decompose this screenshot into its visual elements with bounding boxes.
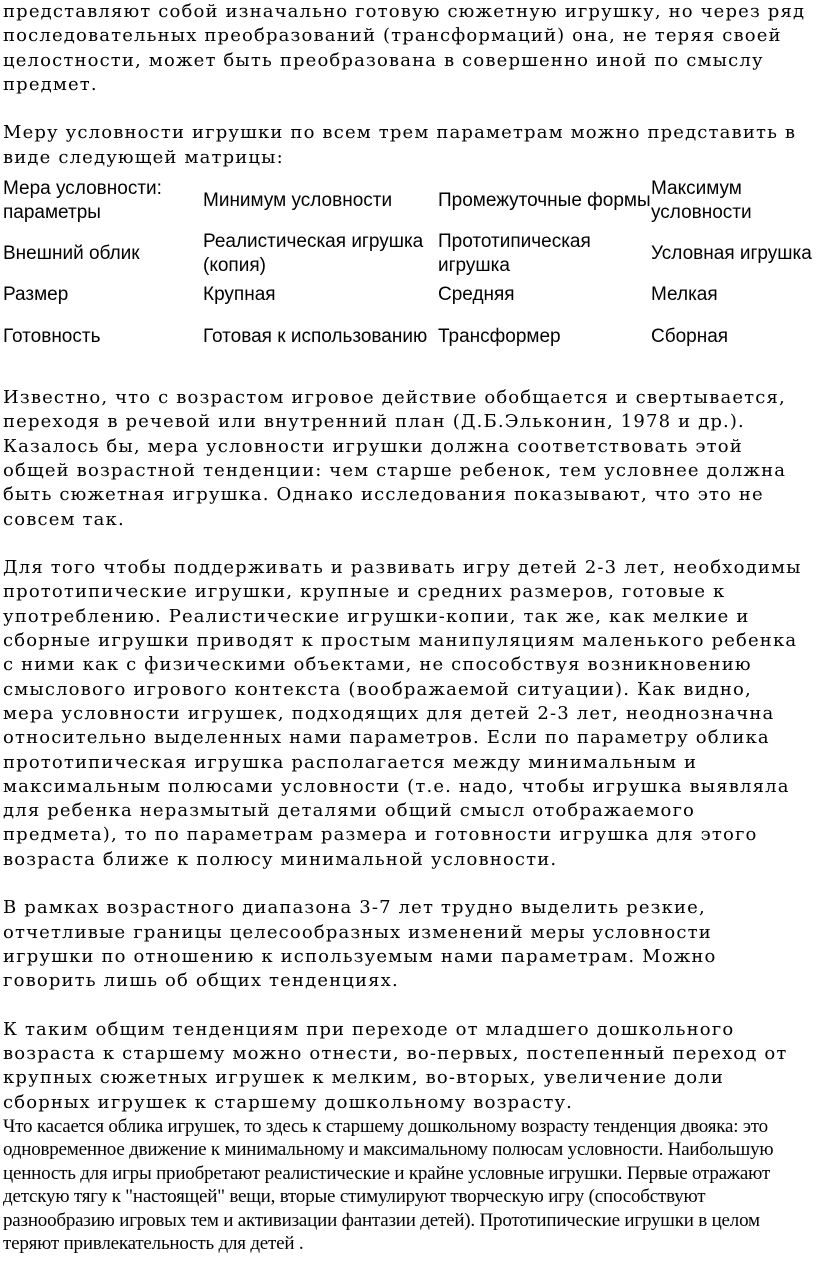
table-row [3,227,816,280]
table-cell: Готовность [3,326,101,348]
paragraph-gap [0,364,816,386]
text-line: смыслового игрового контекста (воображаемой ситуации). Как видно, [3,678,752,700]
table-cell: Минимум условности [203,189,393,211]
conventionality-matrix-table [3,174,816,364]
paragraph-general-trends [0,1018,816,1115]
text-line: максимальным полюсами условности (т.е. надо, чтобы игрушка выявляла [3,775,790,797]
table-cell: Размер [3,284,69,306]
text-line: Казалось бы, мера условности игрушки должна соответствовать этой [3,435,743,457]
table-cell: Сборная [651,326,729,348]
text-line: переходя в речевой или внутренний план (Д.Б.Эльконин, 1978 и др.). [3,411,745,433]
text-line: сборные игрушки приводят к простым манипуляциям маленького ребенка [3,630,798,652]
text-line: прототипические игрушки, крупные и средних размеров, готовые к [3,581,726,603]
text-line: прототипическая игрушка располагается между минимальным и [3,751,698,773]
text-line: крупных сюжетных игрушек к мелким, во-вторых, увеличение доли [3,1067,724,1089]
text-line: употреблению. Реалистические игрушки-копии, так же, как мелкие и [3,605,750,627]
table-cell: Крупная [203,284,276,306]
text-line: для ребенка неразмытый деталями общий смысл отображаемого [3,800,696,822]
intro-paragraph [0,0,816,97]
paragraph-gap [0,532,816,556]
table-cell: Трансформер [438,326,561,348]
table-cell: Готовая к использованию [203,326,428,348]
text-line: возраста к старшему можно отнести, во-первых, постепенный переход от [3,1043,788,1065]
table-cell: Максимум условности [651,177,752,223]
text-line: совсем так. [3,508,125,530]
text-line: быть сюжетная игрушка. Однако исследования показывают, что это не [3,484,764,506]
text-line: мера условности игрушек, подходящих для детей 2-3 лет, неоднозначна [3,702,775,724]
table-cell: Мера условности: параметры [3,177,162,223]
text-line: Известно, что с возрастом игровое действие обобщается и свертывается, [3,387,786,409]
text-line: говорить лишь об общих тенденциях. [3,970,399,992]
text-line: с ними как с физическими объектами, не способствуя возникновению [3,654,752,676]
table-cell: Условная игрушка [651,242,812,264]
table-row [3,280,816,310]
table-cell: Средняя [438,284,515,306]
text-line: целостности, может быть преобразована в совершенно иной по смыслу [3,49,764,71]
table-cell: Промежуточные формы [438,189,651,211]
table-cell: Прототипическая игрушка [438,230,591,276]
paragraph-age-2-3 [0,556,816,872]
text-line: представляют собой изначально готовую сюжетную игрушку, но через ряд [3,1,806,22]
text-line: Для того чтобы поддерживать и развивать игру детей 2-3 лет, необходимы [3,557,802,579]
table-row [3,174,816,227]
text-line: сборных игрушек к старшему дошкольному возрасту. [3,1091,574,1113]
paragraph-gap [0,872,816,896]
paragraph-age-generalization [0,386,816,532]
text-line: отчетливые границы целесообразных изменений меры условности [3,921,712,943]
paragraph-age-3-7 [0,896,816,993]
paragraph-gap [0,97,816,121]
text-line: последовательных преобразований (трансформаций) она, не теряя своей [3,25,782,47]
text-line: предмет. [3,73,98,95]
matrix-intro-paragraph [0,121,816,170]
table-cell: Мелкая [651,284,718,306]
text-line: Меру условности игрушки по всем трем параметрам можно представить в [3,122,797,144]
paragraph-gap [0,994,816,1018]
text-line: предмета), то по параметрам размера и готовности игрушка для этого [3,824,758,846]
text-line: игрушки по отношению к используемым нами параметрам. Можно [3,945,717,967]
text-line: К таким общим тенденциям при переходе от младшего дошкольного [3,1018,735,1040]
table-cell: Внешний облик [3,242,140,264]
text-line: виде следующей матрицы: [3,146,284,168]
table-cell: Реалистическая игрушка (копия) [203,230,424,276]
text-line: возраста ближе к полюсу минимальной условности. [3,848,558,870]
text-line: общей возрастной тенденции: чем старше ребенок, тем условнее должна [3,459,787,481]
table-row [3,310,816,364]
paragraph-appearance-trend: Что касается облика игрушек, то здесь к старшему дошкольному возрасту тенденция двояка: это одновременное движение к минимальному и максимальному полюсам условности. Наибольшую ценность для игры приобретают реалистические и крайне условные игрушки. Первые отражают детскую тягу к "настоящей" вещи, вторые стимулируют творческую игру (способствуют разнообразию игровых тем и активизации фантазии детей). Прототипические игрушки в целом теряют привлекательность для детей . [3,1115,774,1255]
text-line: В рамках возрастного диапазона 3-7 лет трудно выделить резкие, [3,897,706,919]
text-line: относительно выделенных нами параметров. Если по параметру облика [3,727,770,749]
